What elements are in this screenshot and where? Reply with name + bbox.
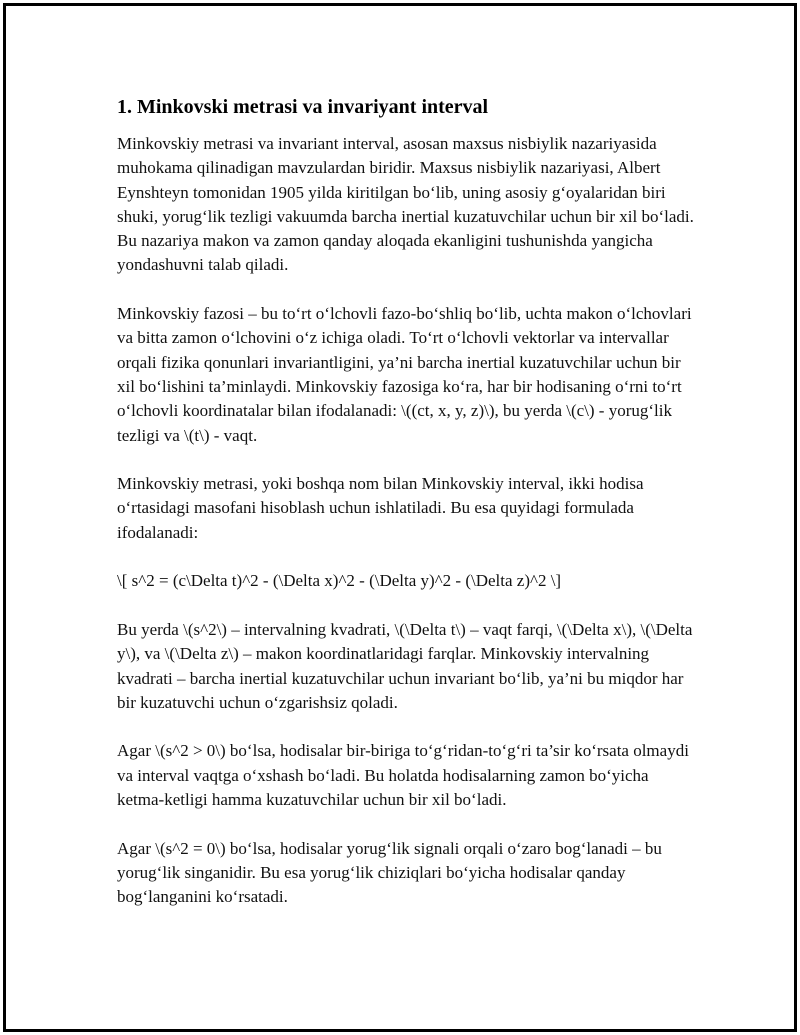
- paragraph-intro: Minkovskiy metrasi va invariant interval, asosan maxsus nisbiylik nazariyasida muhokama qilinadigan mavzulardan biridir. Maxsus nisbiylik nazariyasi, Albert Eynshteyn tomonidan 1905 yilda kiritilgan bo‘lib, uning asosiy g‘oyalaridan biri shuki, yorug‘lik tezligi vakuumda barcha inertial kuzatuvchilar uchun bir xil bo‘ladi. Bu nazariya makon va zamon qanday aloqada ekanligini tushunishda yangicha yondashuvni talab qiladi.: [117, 134, 694, 275]
- formula-interval: \[ s^2 = (c\Delta t)^2 - (\Delta x)^2 - (\Delta y)^2 - (\Delta z)^2 \]: [117, 571, 562, 591]
- paragraph-lightlike: Agar \(s^2 = 0\) bo‘lsa, hodisalar yorug‘lik signali orqali o‘zaro bog‘lanadi – bu yorug‘lik singanidir. Bu esa yorug‘lik chiziqlari bo‘yicha hodisalar qanday bog‘langanini ko‘rsatadi.: [117, 838, 662, 907]
- paragraph-timelike: Agar \(s^2 > 0\) bo‘lsa, hodisalar bir-biriga to‘g‘ridan-to‘g‘ri ta’sir ko‘rsata olmaydi va interval vaqtga o‘xshash bo‘ladi. Bu holatda hodisalarning zamon bo‘yicha ketma-ketligi hamma kuzatuvchilar uchun bir xil bo‘ladi.: [117, 741, 689, 810]
- paragraph-minkowski-metric: Minkovskiy metrasi, yoki boshqa nom bilan Minkovskiy interval, ikki hodisa o‘rtasidagi masofani hisoblash uchun ishlatiladi. Bu esa quyidagi formulada ifodalanadi:: [117, 474, 644, 542]
- document-body: [117, 95, 697, 934]
- paragraph-formula-explanation: Bu yerda \(s^2\) – intervalning kvadrati, \(\Delta t\) – vaqt farqi, \(\Delta x\), \(\Delta y\), va \(\Delta z\) – makon koordinatlaridagi farqlar. Minkovskiy intervalning kvadrati – barcha inertial kuzatuvchilar uchun invariant bo‘lib, ya’ni bu miqdor har bir kuzatuvchi uchun o‘zgarishsiz qoladi.: [117, 619, 693, 712]
- section-heading: 1. Minkovski metrasi va invariyant interval: [117, 96, 489, 118]
- paragraph-minkowski-space: Minkovskiy fazosi – bu to‘rt o‘lchovli fazo-bo‘shliq bo‘lib, uchta makon o‘lchovlari va bitta zamon o‘lchovini o‘z ichiga oladi. To‘rt o‘lchovli vektorlar va intervallar orqali fizika qonunlari invariantligini, ya’ni barcha inertial kuzatuvchilar uchun bir xil bo‘lishini ta’minlaydi. Minkovskiy fazosiga ko‘ra, har bir hodisaning o‘rni to‘rt o‘lchovli koordinatalar bilan ifodalanadi: \((ct, x, y, z)\), bu yerda \(c\) - yorug‘lik tezligi va \(t\) - vaqt.: [117, 304, 692, 445]
